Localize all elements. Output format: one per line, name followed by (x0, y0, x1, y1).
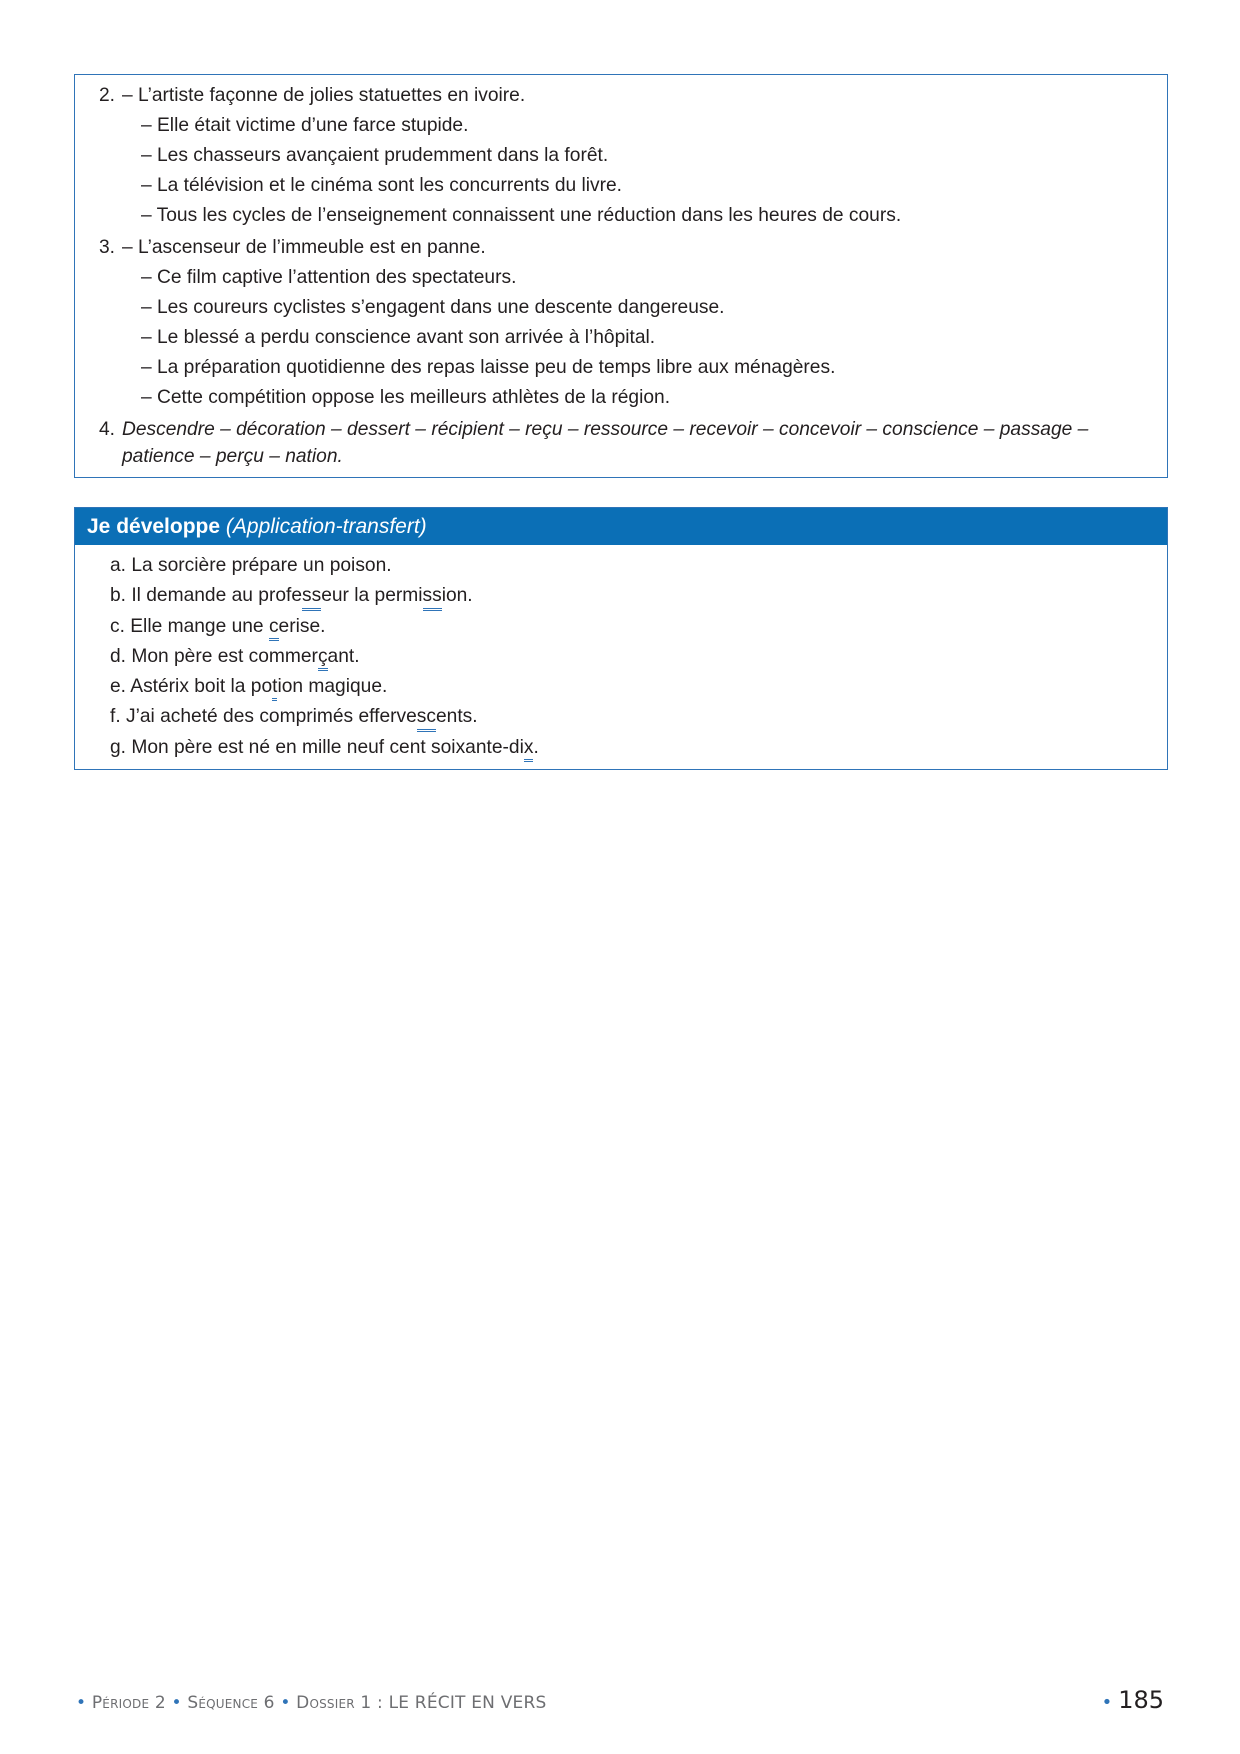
underlined-letters: c (269, 612, 279, 642)
underlined-letters: x (524, 733, 534, 763)
underlined-letters: ç (318, 642, 328, 672)
exercise-3-line-5: – La préparation quotidienne des repas laisse peu de temps libre aux ménagères. (141, 357, 836, 378)
exercise-4-line-1: Descendre – décoration – dessert – récipient – reçu – ressource – recevoir – concevoir – conscience – passage – (122, 419, 1089, 440)
bullet-icon: • (280, 1693, 291, 1713)
exercise-3-line-2: – Ce film captive l’attention des spectateurs. (141, 267, 517, 288)
footer-dossier-label: Dossier (296, 1693, 355, 1713)
page-footer (76, 1693, 546, 1713)
footer-title: LE RÉCIT EN VERS (388, 1693, 547, 1713)
develop-item-f: f. J’ai acheté des comprimés effervescents. (110, 702, 1167, 732)
footer-periode-num: 2 (154, 1693, 166, 1713)
develop-item-c: c. Elle mange une cerise. (110, 612, 1167, 642)
footer-dossier-num: 1 (360, 1693, 372, 1713)
exercise-4 (87, 416, 1155, 470)
develop-item-a: a. La sorcière prépare un poison. (110, 555, 392, 576)
underlined-letters: ss (423, 581, 442, 611)
exercise-2-line-2: – Elle était victime d’une farce stupide. (141, 115, 469, 136)
bullet-icon: • (171, 1693, 182, 1713)
develop-item-g: g. Mon père est né en mille neuf cent soixante-dix. (110, 733, 1167, 763)
underlined-letters: t (272, 672, 277, 702)
exercise-3-line-4: – Le blessé a perdu conscience avant son arrivée à l’hôpital. (141, 327, 656, 348)
develop-list (75, 545, 1167, 763)
exercise-3-number: 3. (99, 237, 116, 258)
exercise-4-number: 4. (99, 419, 116, 440)
exercise-2-line-1: 2. – L’artiste façonne de jolies statuettes en ivoire. (87, 81, 1155, 111)
exercise-2-line-4: – La télévision et le cinéma sont les concurrents du livre. (141, 175, 622, 196)
page-number (1102, 1686, 1164, 1714)
underlined-letters: sc (417, 702, 436, 732)
develop-item-e: e. Astérix boit la potion magique. (110, 672, 1167, 702)
exercise-3-line-1: 3. – L’ascenseur de l’immeuble est en panne. (87, 233, 1155, 263)
page-number-value: 185 (1118, 1686, 1164, 1714)
footer-sequence-num: 6 (263, 1693, 275, 1713)
answers-box (74, 74, 1168, 478)
develop-item-b: b. Il demande au professeur la permission. (110, 581, 1167, 611)
exercise-2-line-3: – Les chasseurs avançaient prudemment dans la forêt. (141, 145, 609, 166)
exercise-2-line-5: – Tous les cycles de l’enseignement connaissent une réduction dans les heures de cours. (141, 205, 902, 226)
underlined-letters: ss (302, 581, 321, 611)
develop-item-d: d. Mon père est commerçant. (110, 642, 1167, 672)
footer-periode-label: Période (91, 1693, 150, 1713)
bullet-icon: • (1101, 1692, 1113, 1713)
section-subtitle: (Application-transfert) (225, 515, 427, 538)
footer-sequence-label: Séquence (187, 1693, 259, 1713)
section-title: Je développe (87, 515, 221, 538)
section-header (75, 508, 1167, 545)
footer-separator: : (377, 1693, 383, 1713)
develop-box (74, 507, 1168, 770)
exercise-3-line-6: – Cette compétition oppose les meilleurs athlètes de la région. (141, 387, 671, 408)
bullet-icon: • (76, 1693, 87, 1713)
exercise-3-line-3: – Les coureurs cyclistes s’engagent dans une descente dangereuse. (141, 297, 725, 318)
exercise-2-number: 2. (99, 85, 116, 106)
exercise-4-line-2: patience – perçu – nation. (122, 446, 343, 467)
